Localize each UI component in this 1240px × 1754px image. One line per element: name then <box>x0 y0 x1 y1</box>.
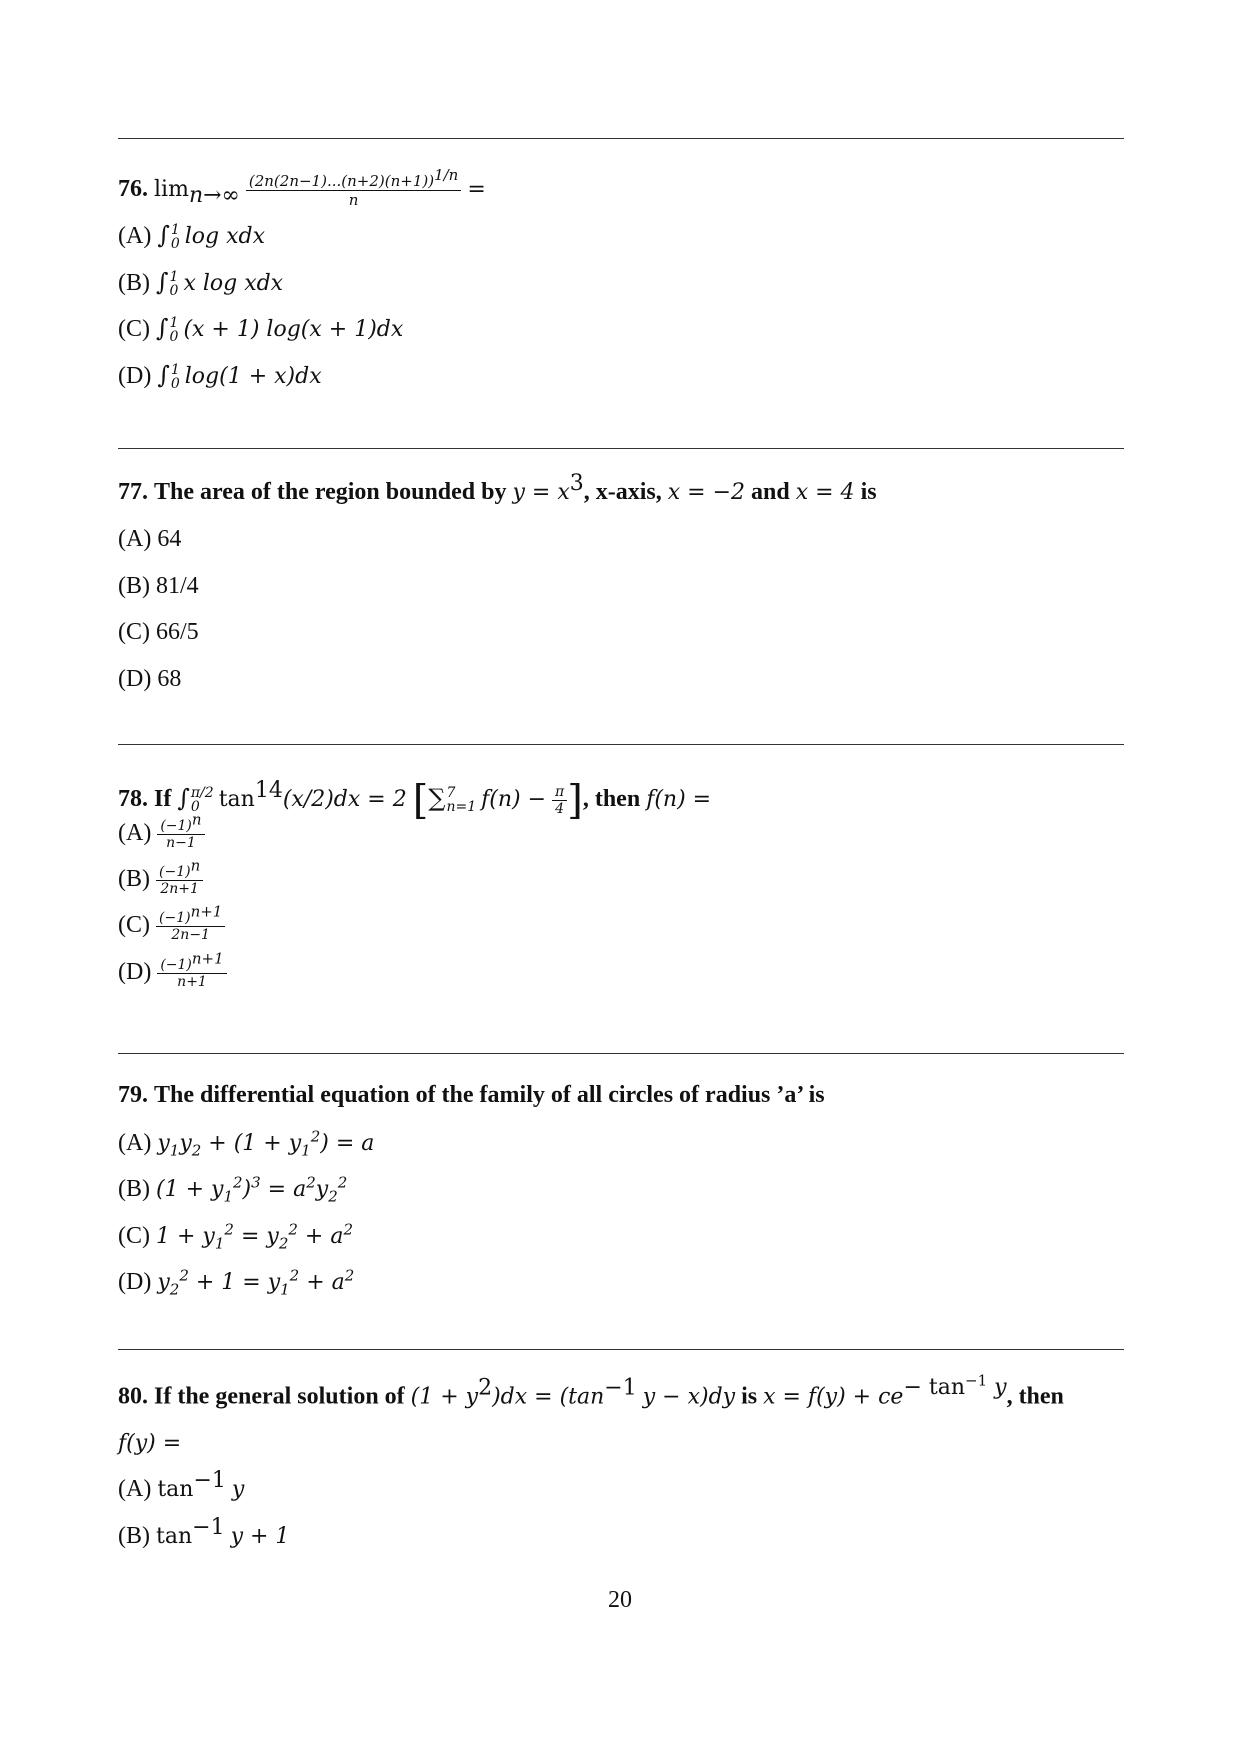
option-expression: log(1 + x)dx <box>184 364 322 389</box>
stem-text: is <box>741 1383 758 1410</box>
exponent: −1 <box>965 1372 988 1390</box>
stem-text: and <box>751 479 790 505</box>
question-76-option-d[interactable] <box>118 360 322 392</box>
option-fraction <box>156 856 203 897</box>
stem-math: (x/2)dx = 2 <box>282 787 407 812</box>
question-77-stem <box>118 471 877 508</box>
question-79-option-d[interactable] <box>118 1267 354 1298</box>
limit-subscript: n→∞ <box>188 182 240 208</box>
equals-sign: = <box>467 177 486 203</box>
stem-math: )dx = (tan <box>492 1384 605 1410</box>
stem-math: y − x)dy <box>642 1384 736 1410</box>
fraction-numerator: (2n(2n−1)...(n+2)(n+1)) <box>248 172 435 190</box>
integral-lower: 0 <box>169 283 179 300</box>
stem-math: f(n) = <box>646 787 712 812</box>
option-label: (C) <box>118 316 150 342</box>
option-label: (B) <box>118 573 150 599</box>
option-expression: (x + 1) log(x + 1)dx <box>183 317 404 342</box>
option-text: 64 <box>157 526 182 552</box>
question-76-option-b[interactable] <box>118 267 283 299</box>
question-79-option-b[interactable] <box>118 1174 347 1205</box>
option-label: (A) <box>118 223 152 249</box>
integral-sign-icon: ∫ <box>156 268 169 296</box>
question-79-option-a[interactable] <box>118 1128 374 1159</box>
question-78-stem <box>118 777 712 824</box>
stem-text: The differential equation of the family of all circles of radius ’a’ is <box>154 1082 825 1108</box>
question-number: 79. <box>118 1082 148 1108</box>
stem-text: If <box>154 786 172 812</box>
option-label: (C) <box>118 1223 150 1249</box>
question-78-option-a[interactable] <box>118 810 205 851</box>
exponent: n+1 <box>190 902 223 921</box>
fraction-denominator: n <box>348 191 359 209</box>
option-expression: $y_2^2 + 1 = y_1^2 + a^2$ <box>157 1266 355 1299</box>
question-number: 77. <box>118 479 148 505</box>
question-77-option-b[interactable] <box>118 571 199 601</box>
divider <box>118 448 1124 449</box>
question-79-stem <box>118 1080 825 1110</box>
exponent: −1 <box>604 1375 637 1401</box>
option-text: 68 <box>157 666 182 692</box>
integral-lower: 0 <box>169 329 179 346</box>
sum-sign-icon: ∑ <box>428 784 446 812</box>
integral-lower: 0 <box>170 236 180 253</box>
fraction-denominator: 4 <box>555 800 565 817</box>
question-77-option-a[interactable] <box>118 524 181 554</box>
integral-sign-icon: ∫ <box>157 361 170 389</box>
option-expression: y <box>231 1477 245 1502</box>
option-label: (B) <box>118 866 150 893</box>
exponent: −1 <box>192 1515 225 1540</box>
option-expression: $(1 + y_1^2)^3 = a^2y_2^2$ <box>156 1173 348 1206</box>
question-76-option-c[interactable] <box>118 313 403 345</box>
divider <box>118 138 1124 139</box>
option-label: (A) <box>118 1130 152 1156</box>
limit-fraction <box>246 166 461 209</box>
question-80-stem <box>118 1372 1064 1412</box>
left-bracket-icon: [ <box>412 777 429 824</box>
integral-upper: 1 <box>170 222 180 239</box>
fraction-denominator: n−1 <box>166 835 196 851</box>
tan-function: tan <box>218 787 255 812</box>
integral-upper: 1 <box>170 362 180 379</box>
stem-math: x = f(y) + ce <box>763 1384 904 1410</box>
fraction-numerator: (−1) <box>159 864 191 880</box>
option-label: (B) <box>118 1176 150 1202</box>
option-fraction <box>156 902 225 943</box>
question-78-option-d[interactable] <box>118 949 227 990</box>
stem-text: If the general solution of <box>154 1383 405 1410</box>
fraction-denominator: 2n+1 <box>160 881 199 897</box>
stem-math: (1 + y <box>410 1384 479 1410</box>
exponent: − tan <box>903 1375 965 1401</box>
option-label: (D) <box>118 1269 152 1295</box>
stem-math: f(y) = <box>118 1431 182 1456</box>
page-number: 20 <box>608 1587 632 1613</box>
integral-sign-icon: ∫ <box>157 221 170 249</box>
fraction-numerator: (−1) <box>159 910 191 926</box>
stem-text: is <box>860 479 877 505</box>
tan-function: tan <box>157 1477 194 1502</box>
sum-lower: n=1 <box>446 799 477 816</box>
integral-sign-icon: ∫ <box>156 314 169 342</box>
integral-upper: 1 <box>169 315 179 332</box>
question-80-stem-continued <box>118 1428 181 1459</box>
option-label: (A) <box>118 820 152 847</box>
question-76-stem <box>118 166 486 209</box>
sum-expression: f(n) − <box>481 787 547 812</box>
question-80-option-b[interactable] <box>118 1515 290 1552</box>
integral-upper: π/2 <box>190 785 214 802</box>
question-78-option-b[interactable] <box>118 856 203 897</box>
option-expression: log xdx <box>184 224 266 249</box>
option-label: (D) <box>118 666 152 692</box>
fraction-denominator: n+1 <box>177 974 207 990</box>
stem-text: The area of the region bounded by <box>154 479 507 505</box>
option-label: (C) <box>118 912 150 939</box>
integral-sign-icon: ∫ <box>177 784 190 812</box>
option-label: (B) <box>118 1523 150 1549</box>
divider <box>118 1349 1124 1350</box>
option-expression: $1 + y_1^2 = y_2^2 + a^2$ <box>156 1220 353 1253</box>
option-expression: x log xdx <box>183 271 284 296</box>
fraction-numerator: (−1) <box>160 818 192 834</box>
option-fraction <box>157 810 204 851</box>
stem-text: , then <box>1006 1383 1064 1410</box>
fraction-numerator: (−1) <box>160 957 192 973</box>
option-fraction <box>157 949 226 990</box>
fraction-denominator: 2n−1 <box>171 927 210 943</box>
integral-lower: 0 <box>170 376 180 393</box>
integral-upper: 1 <box>169 269 179 286</box>
exponent: n+1 <box>191 949 224 968</box>
stem-math: x = 4 <box>795 480 855 505</box>
exponent: −1 <box>193 1468 226 1493</box>
question-80-option-a[interactable] <box>118 1468 245 1505</box>
sum-upper: 7 <box>446 785 456 802</box>
fraction-numerator: π <box>552 784 567 801</box>
option-label: (D) <box>118 363 152 389</box>
exponent: 3 <box>569 471 584 496</box>
exponent: y <box>994 1375 1007 1401</box>
option-text: 66/5 <box>156 619 199 645</box>
option-expression: $y_1y_2 + (1 + y_1^2) = a$ <box>157 1127 375 1160</box>
question-78-option-c[interactable] <box>118 902 225 943</box>
stem-text: , then <box>582 786 641 812</box>
numerator-exponent: 1/n <box>434 166 459 184</box>
question-76-option-a[interactable] <box>118 220 265 252</box>
right-bracket-icon: ] <box>567 777 583 824</box>
exponent: 14 <box>254 778 283 803</box>
question-79-option-c[interactable] <box>118 1221 353 1252</box>
question-number: 76. <box>118 176 148 203</box>
exponent: n <box>190 856 201 875</box>
option-label: (A) <box>118 526 152 552</box>
question-number: 80. <box>118 1383 148 1410</box>
divider <box>118 1053 1124 1054</box>
question-77-option-c[interactable] <box>118 617 199 647</box>
exponent: 2 <box>478 1375 493 1401</box>
exponent: n <box>191 810 202 829</box>
tan-function: tan <box>156 1524 193 1549</box>
option-text: 81/4 <box>156 573 199 599</box>
option-expression: y + 1 <box>230 1524 290 1549</box>
option-label: (D) <box>118 959 152 986</box>
limit-operator: lim <box>154 177 189 203</box>
option-label: (B) <box>118 270 150 296</box>
stem-math: x = −2 <box>667 480 746 505</box>
question-number: 78. <box>118 786 148 812</box>
stem-text: , x-axis, <box>583 479 662 505</box>
question-77-option-d[interactable] <box>118 664 181 694</box>
option-label: (A) <box>118 1476 152 1502</box>
integral-lower: 0 <box>190 799 200 816</box>
option-label: (C) <box>118 619 150 645</box>
pi-over-four <box>552 784 567 817</box>
stem-math: y = x <box>512 480 570 505</box>
divider <box>118 744 1124 745</box>
